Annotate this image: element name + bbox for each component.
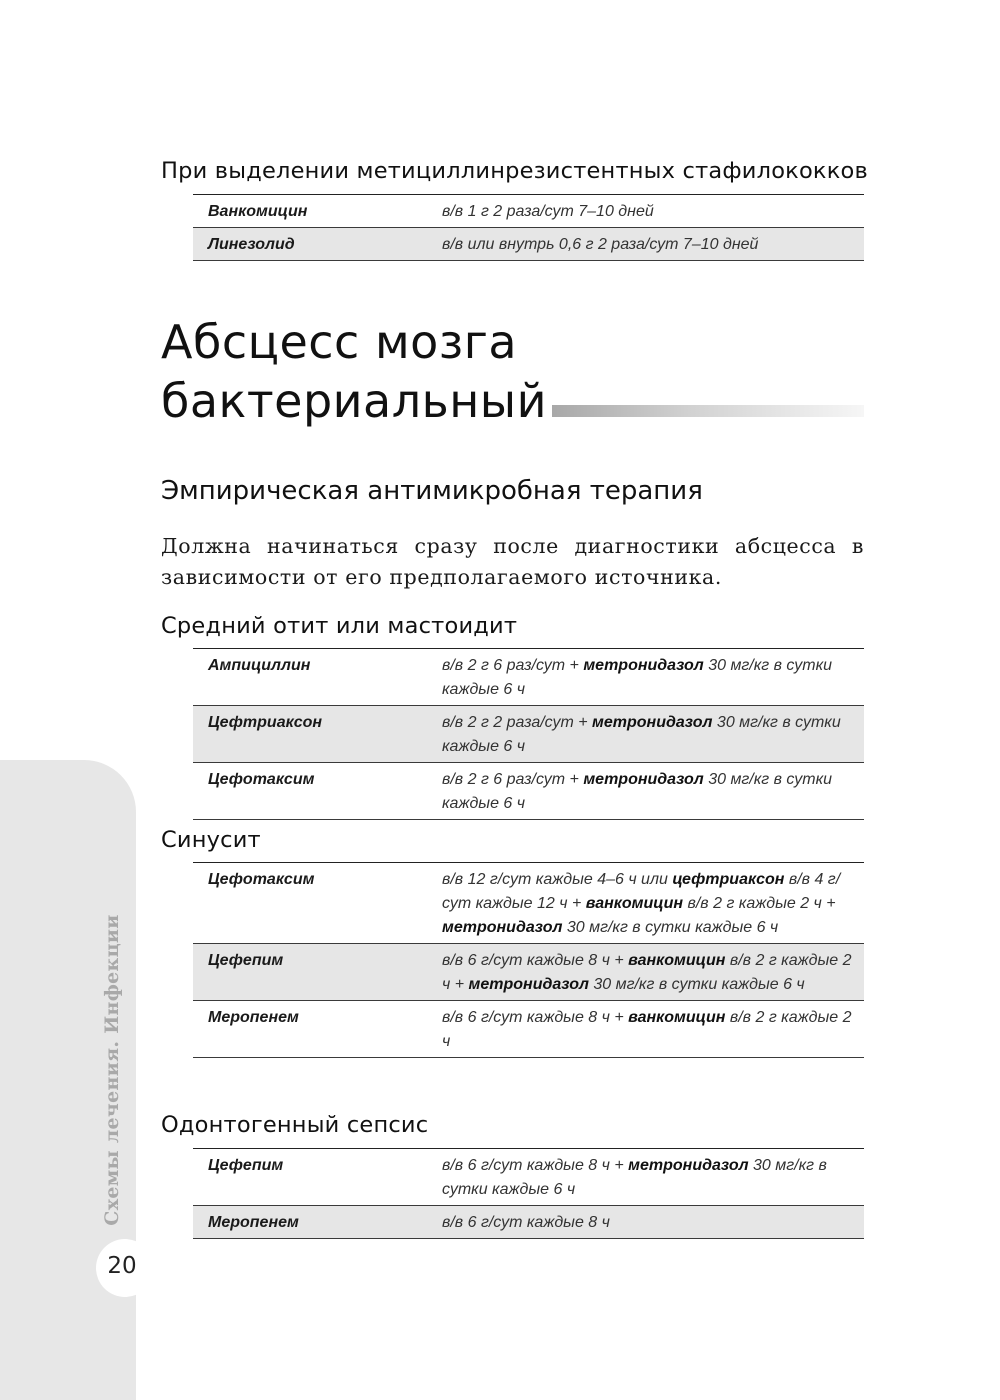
section-heading-mrsa: При выделении метициллинрезистентных стафилококков — [161, 158, 868, 184]
drug-name: Линезолид — [193, 228, 442, 261]
regimen-drug: ванкомицин — [628, 952, 726, 969]
regimen-text: 30 мг/кг в сутки каждые 6 ч — [442, 1157, 827, 1198]
page-title-line1: Абсцесс мозга — [161, 315, 518, 369]
table-row — [193, 1149, 864, 1206]
drug-name: Меропенем — [193, 1206, 442, 1239]
drug-regimen — [442, 763, 864, 820]
regimen-text: 30 мг/кг в сутки каждые 6 ч — [562, 919, 779, 936]
table-row — [193, 1206, 864, 1239]
side-tab-label: Схемы лечения. Инфекции — [101, 914, 123, 1226]
regimen-drug: ванкомицин — [628, 1009, 726, 1026]
page-title — [161, 313, 547, 431]
regimen-text: 30 мг/кг в сутки каждые 6 ч — [442, 657, 833, 698]
odontogenic-table — [193, 1148, 864, 1239]
table-row — [193, 706, 864, 763]
regimen-text: 30 мг/кг в сутки каждые 6 ч — [442, 771, 833, 812]
drug-name: Цефтриаксон — [193, 706, 442, 763]
regimen-text: в/в 6 г/сут каждые 8 ч + — [442, 1157, 629, 1174]
drug-name: Меропенем — [208, 1009, 299, 1026]
drug-name: Цефепим — [193, 944, 442, 1001]
drug-regimen — [442, 1001, 864, 1058]
otitis-table — [193, 648, 864, 820]
table-row — [193, 944, 864, 1001]
drug-regimen — [442, 863, 864, 944]
regimen-text: 30 мг/кг в сутки каждые 6 ч — [442, 714, 841, 755]
table-row — [193, 649, 864, 706]
drug-regimen — [442, 649, 864, 706]
sinusitis-table — [193, 862, 864, 1058]
drug-regimen — [442, 195, 864, 228]
regimen-drug: метронидазол — [628, 1157, 749, 1174]
regimen-drug: метронидазол — [583, 657, 704, 674]
subheading-empiric: Эмпирическая антимикробная терапия — [161, 476, 703, 506]
section-heading-sinusitis: Синусит — [161, 827, 261, 853]
regimen-text: в/в 4 г/сут каждые 12 ч + — [442, 871, 841, 912]
table-row — [193, 863, 864, 944]
regimen-drug: метронидазол — [583, 771, 704, 788]
regimen-text: в/в 2 г каждые 2 ч + — [683, 895, 836, 912]
regimen-text: в/в 2 г каждые 2 ч — [442, 1009, 852, 1050]
regimen-drug: цефтриаксон — [672, 871, 785, 888]
intro-paragraph: Должна начинаться сразу после диагностики абсцесса в зависимости от его предполагаемого источника. — [161, 534, 864, 589]
regimen-text: в/в 6 г/сут каждые 8 ч + — [442, 1009, 629, 1026]
page-number: 20 — [107, 1253, 137, 1279]
section-heading-otitis: Средний отит или мастоидит — [161, 613, 518, 639]
title-decoration-bar — [552, 405, 864, 417]
page-title-line2: бактериальный — [161, 374, 548, 428]
regimen-text: в/в 1 г 2 раза/сут 7–10 дней — [442, 203, 654, 220]
drug-regimen — [442, 944, 864, 1001]
table-row — [193, 195, 864, 228]
regimen-text: в/в 2 г 2 раза/сут + — [442, 714, 593, 731]
drug-regimen — [442, 1149, 864, 1206]
drug-regimen — [442, 1206, 864, 1239]
table-row — [193, 228, 864, 261]
regimen-text: в/в 6 г/сут каждые 8 ч + — [442, 952, 629, 969]
regimen-text: в/в 6 г/сут каждые 8 ч — [442, 1214, 610, 1231]
regimen-drug: метронидазол — [442, 919, 563, 936]
regimen-text: в/в 12 г/сут каждые 4–6 ч или — [442, 871, 673, 888]
regimen-drug: метронидазол — [468, 976, 589, 993]
table-row — [193, 763, 864, 820]
drug-name: Цефотаксим — [208, 771, 315, 788]
regimen-text: в/в или внутрь 0,6 г 2 раза/сут 7–10 дней — [442, 236, 759, 253]
drug-regimen — [442, 706, 864, 763]
regimen-text: в/в 2 г каждые 2 ч + — [442, 952, 852, 993]
regimen-drug: ванкомицин — [585, 895, 684, 912]
regimen-text: в/в 2 г 6 раз/сут + — [442, 771, 584, 788]
drug-name: Ванкомицин — [208, 203, 308, 220]
drug-name: Цефотаксим — [208, 871, 315, 888]
regimen-drug: метронидазол — [592, 714, 713, 731]
regimen-text: 30 мг/кг в сутки каждые 6 ч — [588, 976, 805, 993]
mrsa-table — [193, 194, 864, 261]
regimen-text: в/в 2 г 6 раз/сут + — [442, 657, 584, 674]
table-row — [193, 1001, 864, 1058]
section-heading-odontogenic: Одонтогенный сепсис — [161, 1112, 429, 1138]
drug-name: Цефепим — [208, 1157, 284, 1174]
drug-regimen — [442, 228, 864, 261]
drug-name: Ампициллин — [208, 657, 311, 674]
